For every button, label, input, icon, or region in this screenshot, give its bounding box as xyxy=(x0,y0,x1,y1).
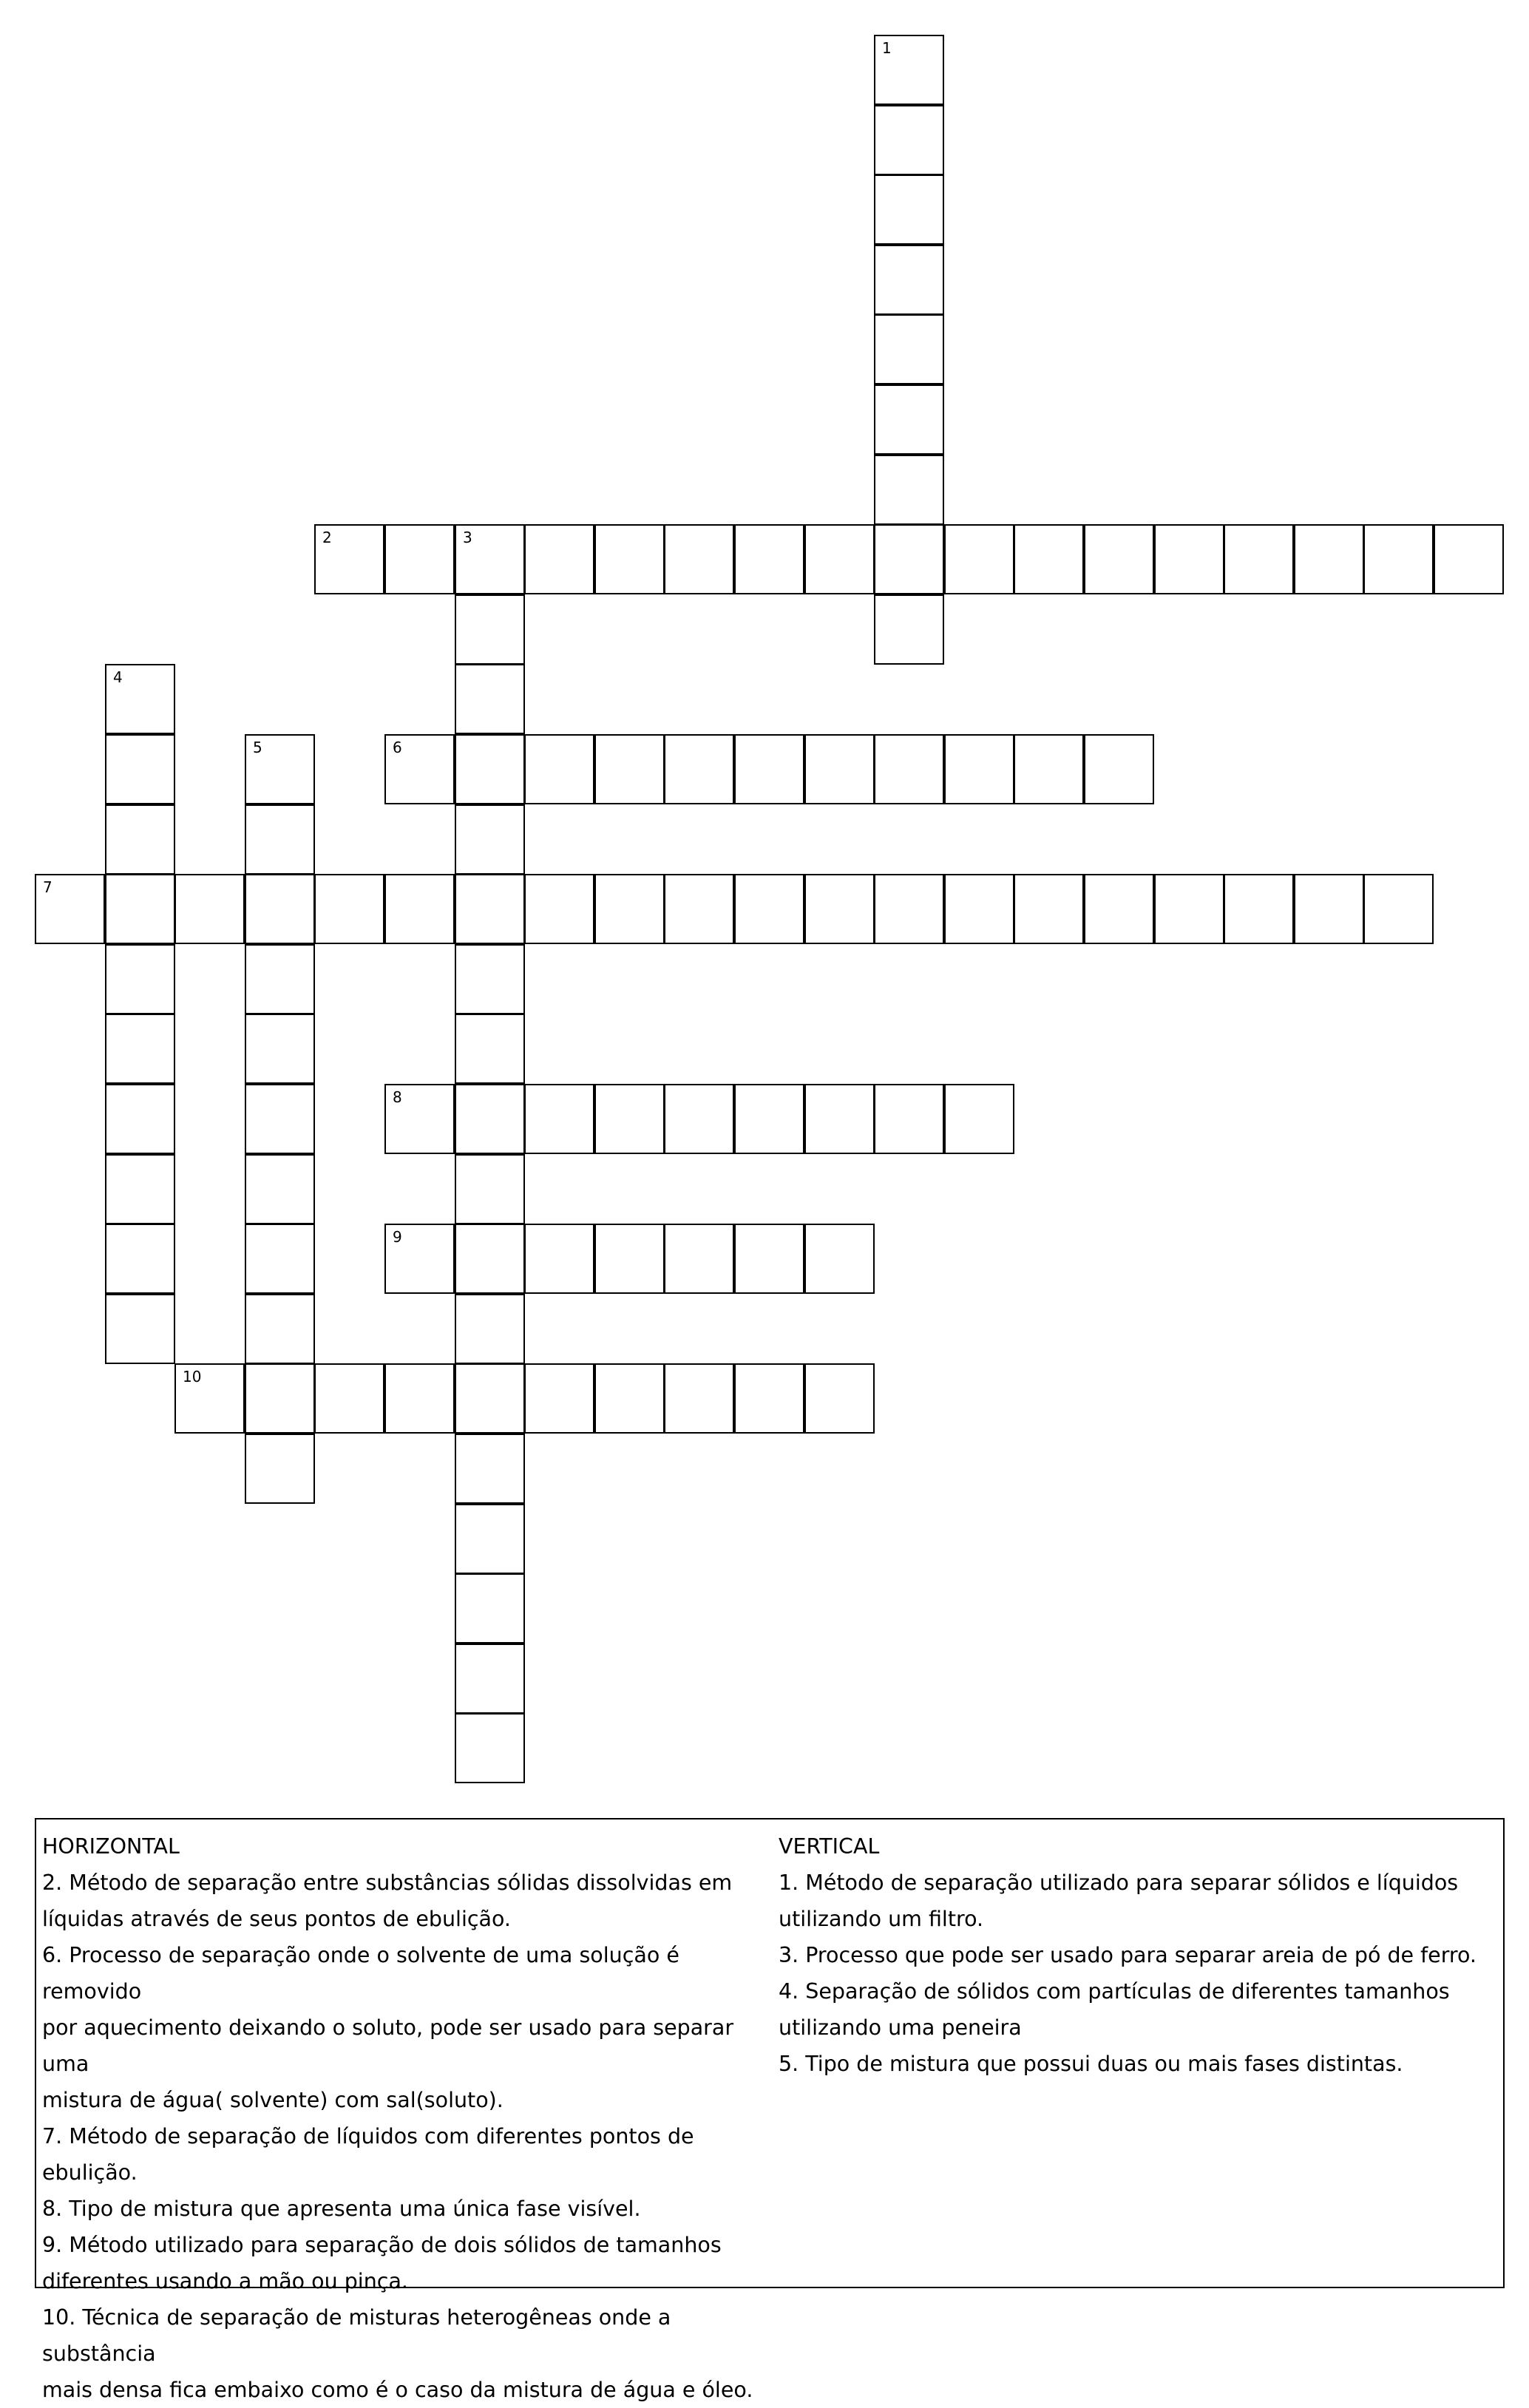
crossword-cell[interactable] xyxy=(874,455,944,525)
crossword-cell[interactable] xyxy=(384,1363,455,1434)
crossword-cell[interactable] xyxy=(105,944,175,1014)
crossword-cell[interactable] xyxy=(314,524,384,594)
crossword-cell[interactable] xyxy=(874,524,944,594)
crossword-cell[interactable] xyxy=(804,1363,875,1434)
crossword-cell[interactable] xyxy=(384,874,455,944)
crossword-cell[interactable] xyxy=(874,734,944,804)
crossword-cell[interactable] xyxy=(105,1224,175,1294)
crossword-cell[interactable] xyxy=(944,1084,1014,1154)
clue-number: 1 xyxy=(882,39,892,57)
crossword-cell[interactable] xyxy=(1363,874,1434,944)
clue-line: 10. Técnica de separação de misturas heterogêneas onde a substância xyxy=(42,2305,671,2366)
clue-number: 9 xyxy=(393,1228,402,1246)
crossword-cell[interactable] xyxy=(874,874,944,944)
clue-line: 1. Método de separação utilizado para separar sólidos e líquidos xyxy=(779,1871,1459,1895)
crossword-cell[interactable] xyxy=(944,874,1014,944)
clue-line: 8. Tipo de mistura que apresenta uma única fase visível. xyxy=(42,2197,641,2221)
crossword-cell[interactable] xyxy=(874,245,944,315)
clue-number: 4 xyxy=(113,668,123,686)
crossword-cell[interactable] xyxy=(1084,874,1154,944)
crossword-cell[interactable] xyxy=(1363,524,1434,594)
crossword-cell[interactable] xyxy=(524,734,594,804)
crossword-cell[interactable] xyxy=(455,1084,525,1154)
crossword-cell[interactable] xyxy=(804,524,875,594)
crossword-cell[interactable] xyxy=(455,1294,525,1364)
crossword-cell[interactable] xyxy=(874,594,944,665)
crossword-cell[interactable] xyxy=(874,174,944,245)
clue-number: 6 xyxy=(393,739,402,756)
crossword-cell[interactable] xyxy=(35,874,105,944)
crossword-cell[interactable] xyxy=(874,314,944,384)
crossword-cell[interactable] xyxy=(664,1363,734,1434)
crossword-cell[interactable] xyxy=(594,1363,665,1434)
crossword-cell[interactable] xyxy=(804,734,875,804)
crossword-cell[interactable] xyxy=(245,1434,315,1504)
crossword-cell[interactable] xyxy=(1224,524,1294,594)
clue-line: 7. Método de separação de líquidos com diferentes pontos de ebulição. xyxy=(42,2124,694,2185)
crossword-cell[interactable] xyxy=(594,1084,665,1154)
clue-line: mais densa fica embaixo como é o caso da mistura de água e óleo. xyxy=(42,2378,753,2402)
crossword-cell[interactable] xyxy=(455,1154,525,1224)
crossword-cell[interactable] xyxy=(455,594,525,665)
crossword-cell[interactable] xyxy=(1084,734,1154,804)
crossword-cell[interactable] xyxy=(384,1224,455,1294)
crossword-cell[interactable] xyxy=(245,1014,315,1084)
crossword-cell[interactable] xyxy=(1154,874,1224,944)
crossword-cell[interactable] xyxy=(734,874,804,944)
crossword-cell[interactable] xyxy=(734,524,804,594)
crossword-cell[interactable] xyxy=(245,1294,315,1364)
crossword-cell[interactable] xyxy=(245,1084,315,1154)
clue-line: 5. Tipo de mistura que possui duas ou mais fases distintas. xyxy=(779,2052,1403,2076)
crossword-cell[interactable] xyxy=(874,1084,944,1154)
clue-line: 6. Processo de separação onde o solvente de uma solução é removido xyxy=(42,1943,679,2004)
clue-number: 5 xyxy=(253,739,262,756)
clue-line: líquidas através de seus pontos de ebulição. xyxy=(42,1907,511,1931)
crossword-cell[interactable] xyxy=(105,804,175,875)
crossword-cell[interactable] xyxy=(384,524,455,594)
crossword-cell[interactable] xyxy=(524,1363,594,1434)
clue-line: diferentes usando a mão ou pinça. xyxy=(42,2269,408,2293)
crossword-cell[interactable] xyxy=(804,1224,875,1294)
crossword-cell[interactable] xyxy=(455,1224,525,1294)
crossword-cell[interactable] xyxy=(455,874,525,944)
crossword-cell[interactable] xyxy=(245,1154,315,1224)
crossword-cell[interactable] xyxy=(314,1363,384,1434)
crossword-cell[interactable] xyxy=(874,384,944,455)
clues-box xyxy=(35,1818,1505,2402)
crossword-cell[interactable] xyxy=(455,1363,525,1434)
crossword-cell[interactable] xyxy=(874,35,944,105)
crossword-cell[interactable] xyxy=(455,944,525,1014)
crossword-cell[interactable] xyxy=(524,1084,594,1154)
clue-line: utilizando um filtro. xyxy=(779,1907,984,1931)
crossword-cell[interactable] xyxy=(105,1294,175,1364)
crossword-cell[interactable] xyxy=(455,524,525,594)
crossword-cell[interactable] xyxy=(174,874,245,944)
crossword-cell[interactable] xyxy=(1084,524,1154,594)
clue-line: 3. Processo que pode ser usado para separar areia de pó de ferro. xyxy=(779,1943,1477,1967)
clue-number: 10 xyxy=(183,1368,202,1386)
crossword-cell[interactable] xyxy=(105,1014,175,1084)
crossword-cell[interactable] xyxy=(804,874,875,944)
crossword-cell[interactable] xyxy=(1014,874,1084,944)
crossword-cell[interactable] xyxy=(664,874,734,944)
crossword-cell[interactable] xyxy=(734,1363,804,1434)
crossword-cell[interactable] xyxy=(664,1084,734,1154)
crossword-cell[interactable] xyxy=(594,874,665,944)
crossword-cell[interactable] xyxy=(174,1363,245,1434)
horizontal-clues xyxy=(42,1828,774,2408)
crossword-cell[interactable] xyxy=(664,1224,734,1294)
crossword-cell[interactable] xyxy=(245,804,315,875)
crossword-cell[interactable] xyxy=(1014,524,1084,594)
crossword-cell[interactable] xyxy=(245,734,315,804)
crossword-cell[interactable] xyxy=(664,734,734,804)
crossword-cell[interactable] xyxy=(1224,874,1294,944)
crossword-cell[interactable] xyxy=(455,1504,525,1574)
crossword-cell[interactable] xyxy=(1294,874,1364,944)
crossword-cell[interactable] xyxy=(594,524,665,594)
crossword-cell[interactable] xyxy=(804,1084,875,1154)
crossword-cell[interactable] xyxy=(594,734,665,804)
crossword-cell[interactable] xyxy=(664,524,734,594)
crossword-cell[interactable] xyxy=(1014,734,1084,804)
crossword-cell[interactable] xyxy=(1154,524,1224,594)
crossword-cell[interactable] xyxy=(734,734,804,804)
crossword-cell[interactable] xyxy=(105,664,175,734)
clue-number: 3 xyxy=(463,529,472,546)
vertical-clues xyxy=(779,1828,1488,2082)
crossword-cell[interactable] xyxy=(455,1014,525,1084)
crossword-cell[interactable] xyxy=(455,1434,525,1504)
crossword-cell[interactable] xyxy=(594,1224,665,1294)
crossword-cell[interactable] xyxy=(1434,524,1504,594)
crossword-cell[interactable] xyxy=(734,1224,804,1294)
clue-line: por aquecimento deixando o soluto, pode ser usado para separar uma xyxy=(42,2015,734,2076)
crossword-cell[interactable] xyxy=(1294,524,1364,594)
clue-number: 8 xyxy=(393,1088,402,1106)
vertical-title: VERTICAL xyxy=(779,1834,880,1859)
crossword-cell[interactable] xyxy=(105,1154,175,1224)
crossword-cell[interactable] xyxy=(524,1224,594,1294)
crossword-cell[interactable] xyxy=(524,874,594,944)
crossword-cell[interactable] xyxy=(455,1644,525,1714)
crossword-cell[interactable] xyxy=(105,1084,175,1154)
crossword-cell[interactable] xyxy=(944,734,1014,804)
clue-line: utilizando uma peneira xyxy=(779,2015,1022,2040)
crossword-cell[interactable] xyxy=(105,874,175,944)
crossword-cell[interactable] xyxy=(105,734,175,804)
crossword-cell[interactable] xyxy=(455,1573,525,1644)
crossword-cell[interactable] xyxy=(384,1084,455,1154)
crossword-cell[interactable] xyxy=(455,804,525,875)
crossword-cell[interactable] xyxy=(245,874,315,944)
crossword-cell[interactable] xyxy=(524,524,594,594)
crossword-cell[interactable] xyxy=(455,734,525,804)
crossword-cell[interactable] xyxy=(455,1713,525,1783)
crossword-cell[interactable] xyxy=(245,1224,315,1294)
clue-line: mistura de água( solvente) com sal(soluto). xyxy=(42,2088,504,2112)
clue-number: 2 xyxy=(322,529,332,546)
crossword-cell[interactable] xyxy=(245,944,315,1014)
clue-line: 4. Separação de sólidos com partículas de diferentes tamanhos xyxy=(779,1979,1450,2004)
clue-number: 7 xyxy=(43,878,52,896)
clue-line: 2. Método de separação entre substâncias sólidas dissolvidas em xyxy=(42,1871,733,1895)
horizontal-title: HORIZONTAL xyxy=(42,1834,180,1859)
crossword-cell[interactable] xyxy=(314,874,384,944)
crossword-cell[interactable] xyxy=(874,105,944,175)
crossword-cell[interactable] xyxy=(944,524,1014,594)
crossword-cell[interactable] xyxy=(455,664,525,734)
clue-line: 9. Método utilizado para separação de dois sólidos de tamanhos xyxy=(42,2233,722,2257)
crossword-cell[interactable] xyxy=(245,1363,315,1434)
crossword-cell[interactable] xyxy=(384,734,455,804)
crossword-cell[interactable] xyxy=(734,1084,804,1154)
